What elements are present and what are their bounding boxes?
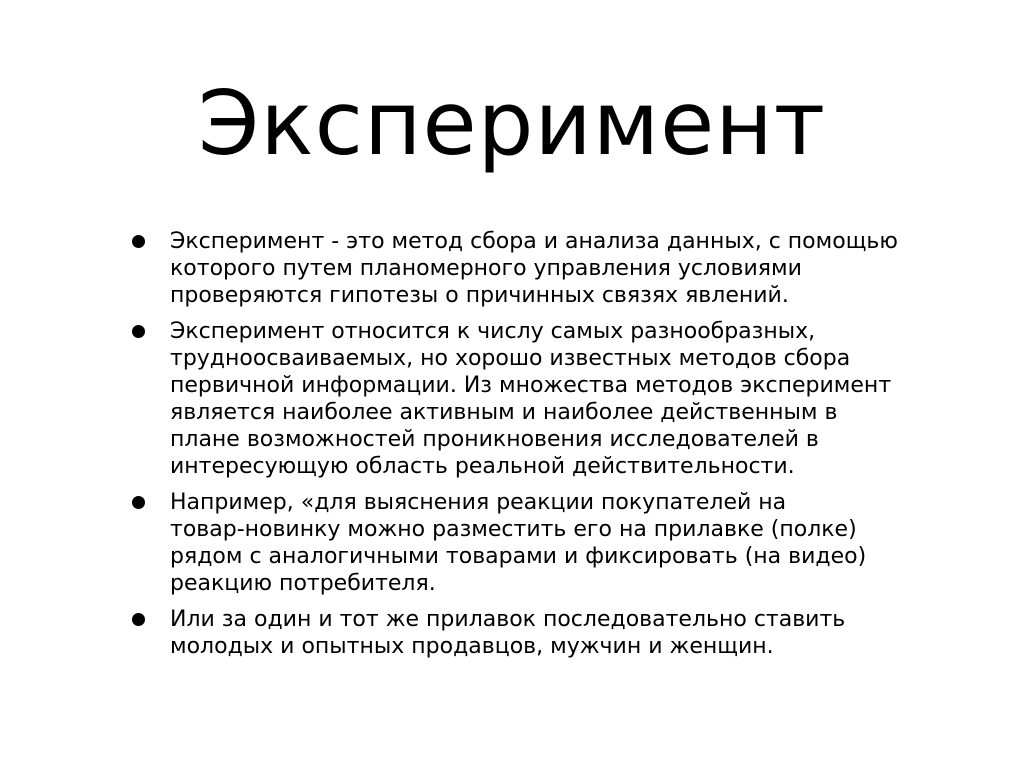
bullet-line: плане возможностей проникновения исследователей в bbox=[170, 427, 819, 452]
bullet-line: которого путем планомерного управления условиями bbox=[170, 256, 802, 281]
bullet-line: является наиболее активным и наиболее действенным в bbox=[170, 400, 838, 425]
bullet-line: Например, «для выяснения реакции покупателей на bbox=[170, 490, 787, 515]
bullet-line: рядом с аналогичными товарами и фиксировать (на видео) bbox=[170, 544, 867, 569]
bullet-text bbox=[170, 489, 930, 597]
bullet-dot-icon bbox=[132, 496, 145, 509]
bullet-item bbox=[130, 228, 930, 309]
bullet-line: трудноосваиваемых, но хорошо известных методов сбора bbox=[170, 346, 851, 371]
bullet-line: молодых и опытных продавцов, мужчин и женщин. bbox=[170, 634, 774, 659]
bullet-line: Эксперимент относится к числу самых разнообразных, bbox=[170, 319, 816, 344]
bullet-dot-icon bbox=[132, 325, 145, 338]
bullet-line: интересующую область реальной действительности. bbox=[170, 454, 795, 479]
bullet-dot-icon bbox=[132, 235, 145, 248]
bullet-line: Или за один и тот же прилавок последовательно ставить bbox=[170, 607, 846, 632]
bullet-line: Эксперимент - это метод сбора и анализа данных, с помощью bbox=[170, 229, 898, 254]
bullet-dot-icon bbox=[132, 613, 145, 626]
bullet-text bbox=[170, 228, 930, 309]
bullet-item bbox=[130, 489, 930, 597]
bullet-item bbox=[130, 606, 930, 660]
bullet-list bbox=[130, 228, 930, 669]
bullet-line: первичной информации. Из множества методов эксперимент bbox=[170, 373, 892, 398]
bullet-item bbox=[130, 318, 930, 480]
bullet-text bbox=[170, 318, 930, 480]
slide-title: Эксперимент bbox=[197, 72, 827, 175]
bullet-text bbox=[170, 606, 930, 660]
bullet-line: проверяются гипотезы о причинных связях явлений. bbox=[170, 283, 789, 308]
bullet-line: реакцию потребителя. bbox=[170, 571, 436, 596]
bullet-line: товар-новинку можно разместить его на прилавке (полке) bbox=[170, 517, 857, 542]
